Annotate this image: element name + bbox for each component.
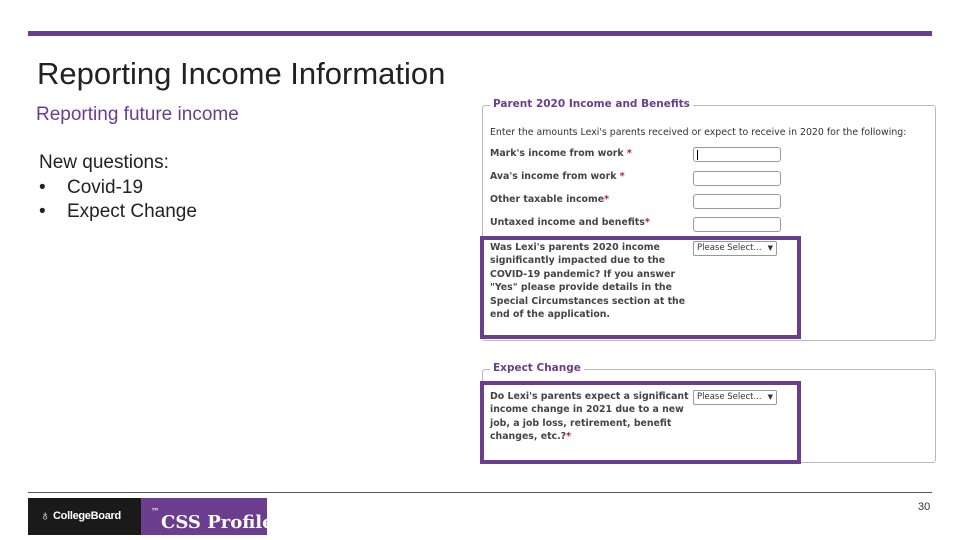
field-label-other-taxable: Other taxable income*: [490, 194, 610, 205]
css-profile-logo: CSS Profile ™: [141, 498, 267, 535]
mark-income-input[interactable]: [693, 147, 781, 162]
covid-impact-select[interactable]: Please Select... ▼: [693, 241, 777, 256]
bullet-item: • Covid-19: [39, 176, 144, 198]
expect-change-legend: Expect Change: [490, 362, 584, 374]
college-board-logo: ♁ CollegeBoard: [28, 498, 141, 535]
ava-income-input[interactable]: [693, 171, 781, 186]
text-caret: [697, 150, 698, 160]
covid-question-text: Was Lexi's parents 2020 income significantly impacted due to the COVID-19 pandemic? If you answer "Yes" please provide details in the Special Circumstances section at the end of the application.: [490, 242, 686, 321]
other-taxable-input[interactable]: [693, 194, 781, 209]
expect-change-select[interactable]: Please Select... ▼: [693, 390, 777, 405]
income-benefits-legend: Parent 2020 Income and Benefits: [490, 98, 693, 110]
chevron-down-icon: ▼: [767, 393, 773, 401]
field-label-ava-income: Ava's income from work *: [490, 171, 625, 182]
intro-text: New questions:: [39, 152, 169, 173]
chevron-down-icon: ▼: [767, 244, 773, 252]
untaxed-input[interactable]: [693, 217, 781, 232]
top-accent-bar: [28, 31, 932, 36]
slide-subtitle: Reporting future income: [36, 104, 239, 125]
acorn-icon: ♁: [40, 507, 51, 523]
bullet-item: • Expect Change: [39, 201, 197, 222]
income-instruction: Enter the amounts Lexi's parents received or expect to receive in 2020 for the following:: [490, 127, 907, 138]
body-text: [39, 151, 197, 225]
field-label-mark-income: Mark's income from work *: [490, 148, 632, 159]
footer-divider: [28, 492, 932, 493]
page-number: 30: [918, 501, 931, 513]
slide-title: Reporting Income Information: [37, 56, 446, 91]
field-label-untaxed: Untaxed income and benefits*: [490, 217, 650, 228]
expect-change-question-text: Do Lexi's parents expect a significant income change in 2021 due to a new job, a job loss, retirement, benefit changes, etc.?*: [490, 391, 689, 443]
